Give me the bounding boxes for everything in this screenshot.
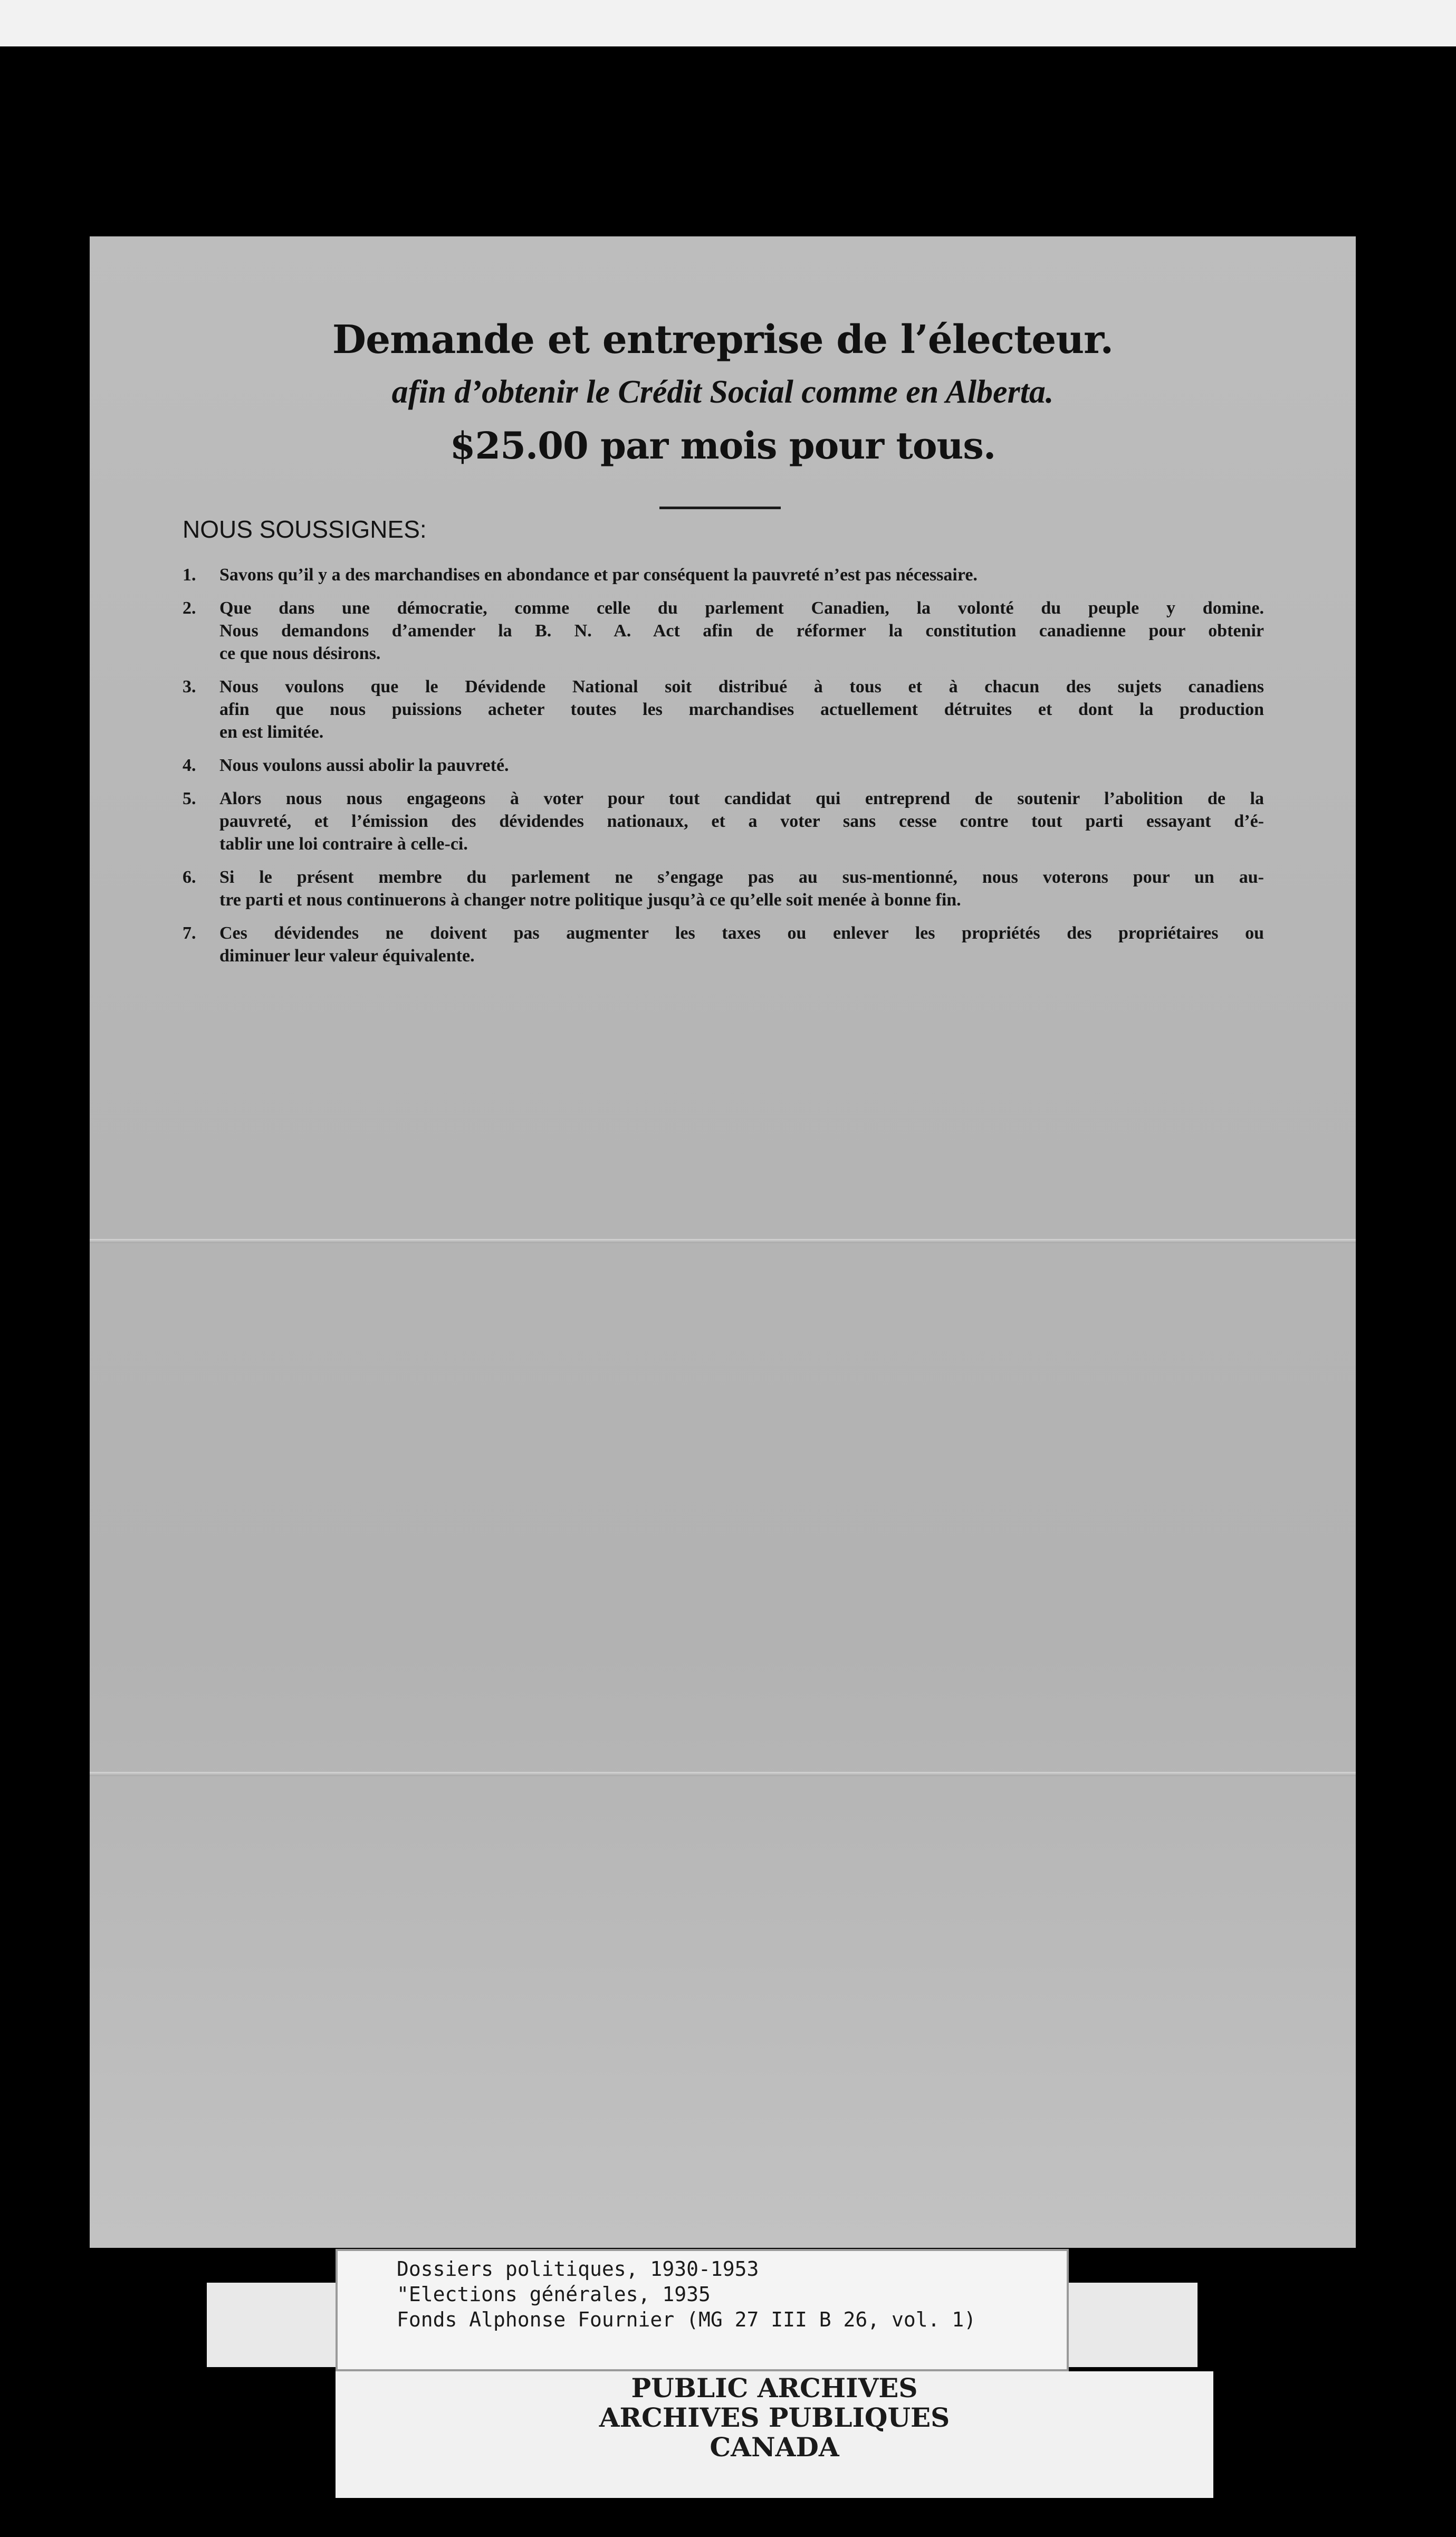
clause-text-line: ce que nous désirons. <box>219 644 381 663</box>
signatories-heading: NOUS SOUSSIGNES: <box>183 516 427 543</box>
clause-text-line: tre parti et nous continuerons à changer notre politique jusqu’à ce qu’elle soit menée à bonne fin. <box>219 890 961 910</box>
fold-crease-lower <box>90 1772 1356 1776</box>
clause-text-line: pauvreté, et l’émission des dévidendes nationaux, et a voter sans cesse contre tout parti essayant d’é- <box>219 812 1264 831</box>
title-divider <box>659 507 781 509</box>
clause-item <box>183 866 1264 911</box>
archive-stamp <box>336 2373 1213 2462</box>
clause-item <box>183 564 1264 586</box>
document-subtitle: afin d’obtenir le Crédit Social comme en Alberta. <box>391 374 1054 410</box>
clause-text-line: diminuer leur valeur équivalente. <box>219 946 475 966</box>
clause-number: 2. <box>183 598 196 618</box>
fold-crease-upper <box>90 1239 1356 1243</box>
clause-text-line: afin que nous puissions acheter toutes les marchandises actuellement détruites et dont la production <box>219 700 1264 719</box>
archive-stamp-line-3: CANADA <box>710 2431 839 2463</box>
archive-label-line-1: Dossiers politiques, 1930-1953 <box>397 2257 759 2281</box>
clause-text-line: Nous voulons aussi abolir la pauvreté. <box>219 756 509 775</box>
archive-stamp-line-1: PUBLIC ARCHIVES <box>631 2372 918 2404</box>
clause-number: 1. <box>183 565 196 585</box>
clause-item <box>183 787 1264 855</box>
archive-label-line-3: Fonds Alphonse Fournier (MG 27 III B 26, vol. 1) <box>397 2308 976 2331</box>
clause-item <box>183 922 1264 967</box>
clause-item <box>183 675 1264 743</box>
clause-number: 7. <box>183 923 196 943</box>
clause-number: 5. <box>183 789 196 808</box>
clause-text-line: Savons qu’il y a des marchandises en abondance et par conséquent la pauvreté n’est pas nécessaire. <box>219 565 978 585</box>
clause-text-line: Que dans une démocratie, comme celle du parlement Canadien, la volonté du peuple y domine. <box>219 598 1264 618</box>
clause-list <box>183 564 1264 978</box>
label-tab-right <box>1069 2283 1198 2367</box>
clause-item <box>183 754 1264 777</box>
document-page <box>90 236 1356 2248</box>
clause-number: 6. <box>183 867 196 887</box>
clause-text-line: Alors nous nous engageons à voter pour tout candidat qui entreprend de soutenir l’abolition de la <box>219 789 1264 808</box>
clause-text-line: Si le présent membre du parlement ne s’engage pas au sus-mentionné, nous voterons pour un au- <box>219 867 1264 887</box>
clause-text-line: Nous voulons que le Dévidende National soit distribué à tous et à chacun des sujets canadiens <box>219 677 1264 697</box>
top-margin-strip <box>0 0 1456 46</box>
clause-text-line: Ces dévidendes ne doivent pas augmenter les taxes ou enlever les propriétés des propriétaires ou <box>219 923 1264 943</box>
archive-label-text <box>397 2256 976 2332</box>
archive-label-line-2: "Elections générales, 1935 <box>397 2283 711 2306</box>
clause-item <box>183 597 1264 665</box>
price-line: $25.00 par mois pour tous. <box>449 424 996 468</box>
archive-stamp-line-2: ARCHIVES PUBLIQUES <box>599 2402 950 2433</box>
clause-number: 4. <box>183 756 196 775</box>
label-tab-left <box>207 2283 336 2367</box>
document-title: Demande et entreprise de l’électeur. <box>332 317 1114 363</box>
clause-text-line: en est limitée. <box>219 722 324 742</box>
title-block <box>90 312 1356 475</box>
clause-text-line: tablir une loi contraire à celle-ci. <box>219 834 468 854</box>
clause-number: 3. <box>183 677 196 697</box>
clause-text-line: Nous demandons d’amender la B. N. A. Act afin de réformer la constitution canadienne pour obtenir <box>219 621 1264 641</box>
